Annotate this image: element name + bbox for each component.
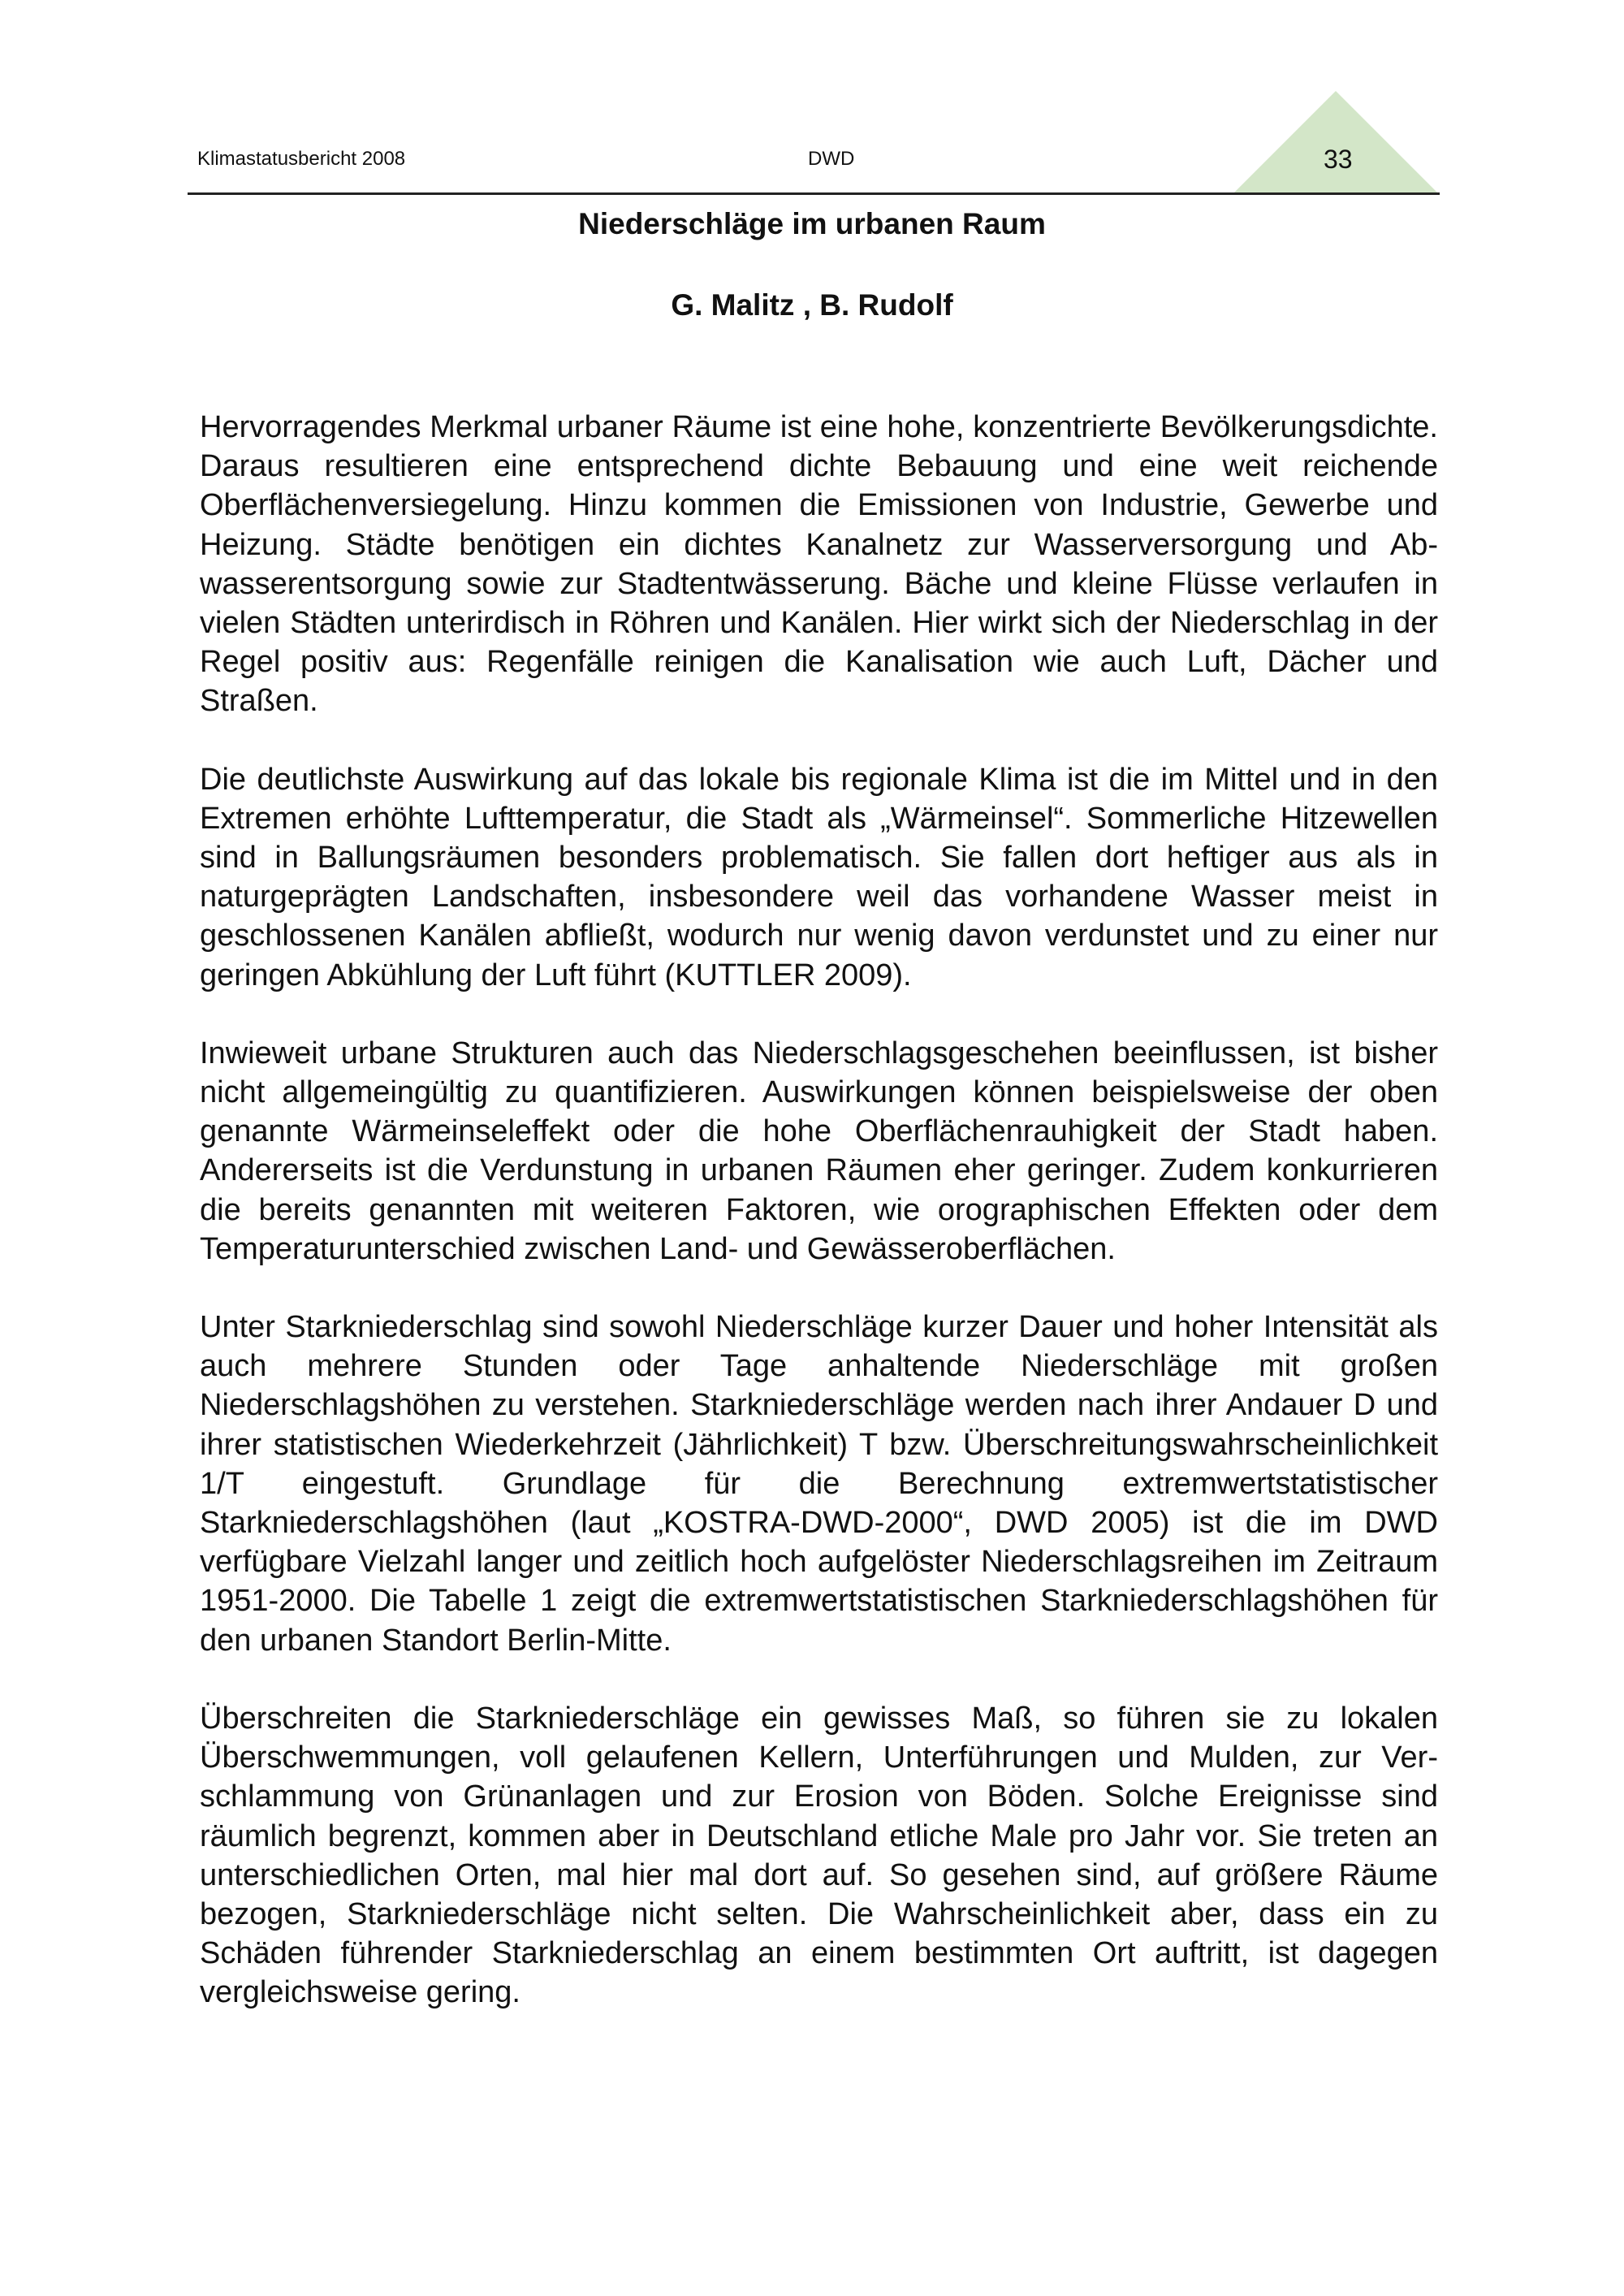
publisher-label: DWD xyxy=(808,148,855,170)
page-number: 33 xyxy=(1324,145,1353,174)
report-title: Klimastatusbericht 2008 xyxy=(197,148,406,170)
paragraph-3: Inwieweit urbane Strukturen auch das Niederschlagsgeschehen beeinflussen, ist bisher nicht allgemeingültig zu quantifizieren. Auswirkungen können beispielsweise der oben genannte Wärmeinseleffekt oder die hohe Oberflächenrauhigkeit der Stadt haben. Andererseits ist die Verdunstung in urbanen Räumen eher geringer. Zudem konkurrieren die bereits genannten mit weiteren Faktoren, wie orographischen Effekten oder dem Temperaturunterschied zwischen Land- und Gewässeroberflächen. xyxy=(200,1036,1438,1266)
article-authors: G. Malitz , B. Rudolf xyxy=(671,288,953,322)
paragraph-2: Die deutlichste Auswirkung auf das lokale bis regionale Klima ist die im Mittel und in den Extremen erhöhte Lufttemperatur, die Stadt als „Wärmeinsel“. Sommerliche Hitzewellen sind in Ballungsräumen besonders problematisch. Sie fallen dort heftiger aus als in naturgeprägten Landschaften, insbesondere weil das vorhandene Wasser meist in geschlossenen Kanälen abfließt, wodurch nur wenig davon verdunstet und zu einer nur geringen Abkühlung der Luft führt (KUTTLER 2009). xyxy=(200,762,1438,992)
header-rule xyxy=(188,192,1440,195)
paragraph-5: Überschreiten die Starkniederschläge ein gewisses Maß, so führen sie zu lokalen Überschwemmungen, voll gelaufenen Kellern, Unterführungen und Mulden, zur Verschlammung von Grünanlagen und zur Erosion von Böden. Solche Ereignisse sind räumlich begrenzt, kommen aber in Deutschland etliche Male pro Jahr vor. Sie treten an unterschiedlichen Orten, mal hier mal dort auf. So gesehen sind, auf größere Räume bezogen, Starkniederschläge nicht selten. Die Wahrscheinlichkeit aber, dass ein zu Schäden führender Starkniederschlag an einem bestimmten Ort auftritt, ist dagegen vergleichsweise gering. xyxy=(200,1701,1438,2010)
paragraph-4: Unter Starkniederschlag sind sowohl Niederschläge kurzer Dauer und hoher Intensität als auch mehrere Stunden oder Tage anhaltende Niederschläge mit großen Niederschlagshöhen zu verstehen. Starkniederschläge werden nach ihrer Andauer D und ihrer statistischen Wiederkehrzeit (Jährlichkeit) T bzw. Überschreitungswahrscheinlichkeit 1/T eingestuft. Grundlage für die Berechnung extremwertstatistischer Starkniederschlagshöhen (laut „KOSTRA-DWD-2000“, DWD 2005) ist die im DWD verfügbare Vielzahl langer und zeitlich hoch aufgelöster Niederschlagsreihen im Zeitraum 1951-2000. Die Tabelle 1 zeigt die extremwertstatistischen Starkniederschlagshöhen für den urbanen Standort Berlin-Mitte. xyxy=(200,1310,1438,1658)
article-body xyxy=(200,408,1438,2052)
paragraph-1: Hervorragendes Merkmal urbaner Räume ist eine hohe, konzentrierte Bevölkerungsdichte. Daraus resultieren eine entsprechend dichte Bebauung und eine weit reichende Oberflächenversiegelung. Hinzu kommen die Emissionen von Industrie, Gewerbe und Heizung. Städte benötigen ein dichtes Kanalnetz zur Wasserversorgung und Abwasserentsorgung sowie zur Stadtentwässerung. Bäche und kleine Flüsse verlaufen in vielen Städten unterirdisch in Röhren und Kanälen. Hier wirkt sich der Niederschlag in der Regel positiv aus: Regenfälle reinigen die Kanalisation wie auch Luft, Dächer und Straßen. xyxy=(200,410,1438,719)
article-title: Niederschläge im urbanen Raum xyxy=(578,207,1046,240)
page-header xyxy=(188,146,1440,195)
